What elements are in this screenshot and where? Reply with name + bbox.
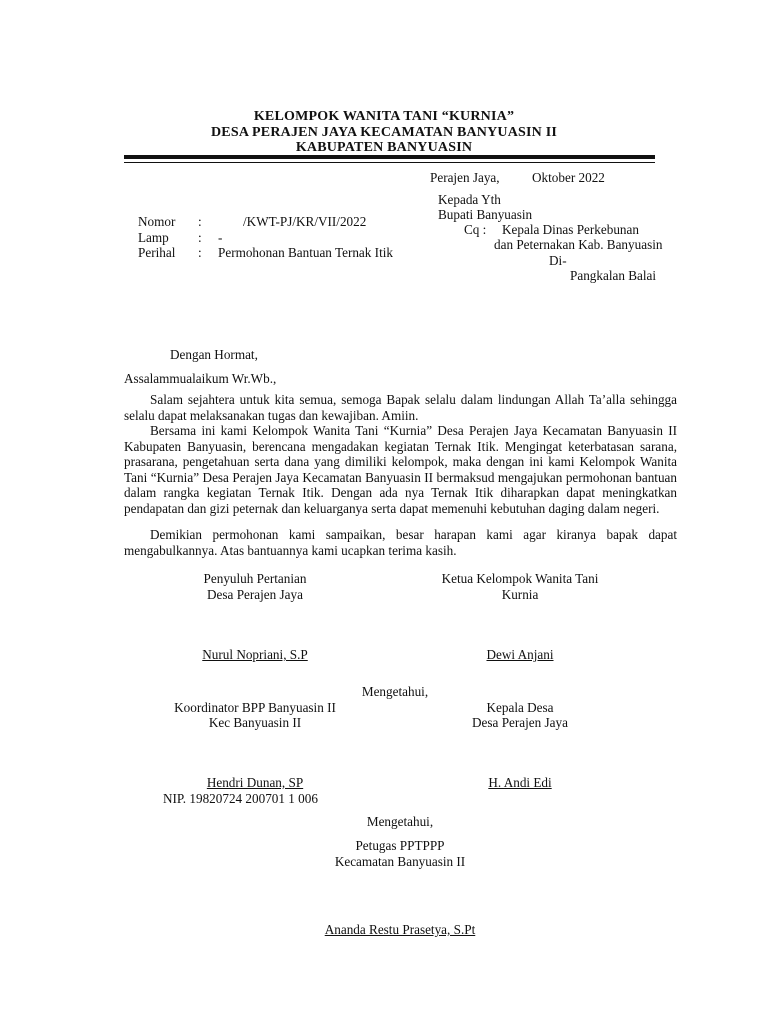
sig-coord-nip: NIP. 19820724 200701 1 006 [163, 791, 318, 806]
recipient-di: Di- [549, 253, 567, 268]
lamp-label: Lamp [138, 230, 169, 245]
org-name: KELOMPOK WANITA TANI “KURNIA” [253, 109, 515, 124]
sig-left-title1: Penyuluh Pertanian [203, 571, 307, 586]
recipient-city: Pangkalan Balai [570, 268, 657, 283]
nomor-label: Nomor [138, 214, 176, 229]
mengetahui-2: Mengetahui, [366, 814, 434, 829]
lamp-colon: : [198, 230, 202, 245]
greeting-hormat: Dengan Hormat, [170, 347, 258, 362]
recipient-cq-line2: dan Peternakan Kab. Banyuasin [494, 237, 663, 252]
sig-coord-title2: Kec Banyuasin II [208, 715, 302, 730]
recipient-cq-label: Cq : [464, 222, 487, 237]
org-regency: KABUPATEN BANYUASIN [295, 140, 473, 155]
header-thick-rule [124, 155, 655, 159]
date-month-year: Oktober 2022 [532, 170, 605, 185]
nomor-value: /KWT-PJ/KR/VII/2022 [243, 214, 367, 229]
body-paragraph-3: Demikian permohonan kami sampaikan, besar harapan kami agar kiranya bapak dapat mengabulkannya. Atas bantuannya kami ucapkan terima kasih. [124, 527, 677, 558]
sig-left-title2: Desa Perajen Jaya [207, 587, 303, 602]
sig-kades-name: H. Andi Edi [488, 775, 552, 790]
header-thin-rule [124, 162, 655, 163]
body-paragraph-2: Bersama ini kami Kelompok Wanita Tani “Kurnia” Desa Perajen Jaya Kecamatan Banyuasin II Kabupaten Banyuasin, berencana mengadakan kegiatan Ternak Itik. Mengingat keterbatasan sarana, prasarana, pengetahuan serta dana yang dimiliki kelompok, maka dengan ini kami Kelompok Wanita Tani “Kurnia” Desa Perajen Jaya Kecamatan Banyuasin II bermaksud mengajukan permohonan bantuan dalam rangka kegiatan Ternak Itik. Dengan ada nya Ternak Itik diharapkan dapat meningkatkan pendapatan dan gizi peternak dan keluarganya serta dapat memenuhi kebutuhan daging dalam negeri. [124, 423, 677, 516]
sig-left-name: Nurul Nopriani, S.P [202, 647, 308, 662]
sig-petugas-title2: Kecamatan Banyuasin II [334, 854, 466, 869]
recipient-line2: Bupati Banyuasin [438, 207, 533, 222]
sig-right-title2: Kurnia [501, 587, 539, 602]
perihal-value: Permohonan Bantuan Ternak Itik [218, 245, 393, 260]
perihal-label: Perihal [138, 245, 176, 260]
recipient-cq-line1: Kepala Dinas Perkebunan [502, 222, 639, 237]
sig-coord-title1: Koordinator BPP Banyuasin II [174, 700, 336, 715]
sig-kades-title1: Kepala Desa [486, 700, 554, 715]
sig-kades-title2: Desa Perajen Jaya [472, 715, 568, 730]
sig-petugas-name: Ananda Restu Prasetya, S.Pt [324, 922, 476, 937]
recipient-line1: Kepada Yth [438, 192, 501, 207]
nomor-colon: : [198, 214, 202, 229]
mengetahui-1: Mengetahui, [361, 684, 429, 699]
lamp-value: - [218, 230, 223, 245]
sig-right-title1: Ketua Kelompok Wanita Tani [441, 571, 599, 586]
date-place: Perajen Jaya, [430, 170, 500, 185]
greeting-salam: Assalammualaikum Wr.Wb., [124, 371, 277, 386]
sig-petugas-title1: Petugas PPTPPP [355, 838, 445, 853]
perihal-colon: : [198, 245, 202, 260]
org-village: DESA PERAJEN JAYA KECAMATAN BANYUASIN II [210, 125, 557, 140]
sig-coord-name: Hendri Dunan, SP [206, 775, 304, 790]
body-paragraph-1: Salam sejahtera untuk kita semua, semoga Bapak selalu dalam lindungan Allah Ta’alla sehingga selalu dapat melaksanakan tugas dan kewajiban. Amiin. [124, 392, 677, 423]
sig-right-name: Dewi Anjani [486, 647, 554, 662]
